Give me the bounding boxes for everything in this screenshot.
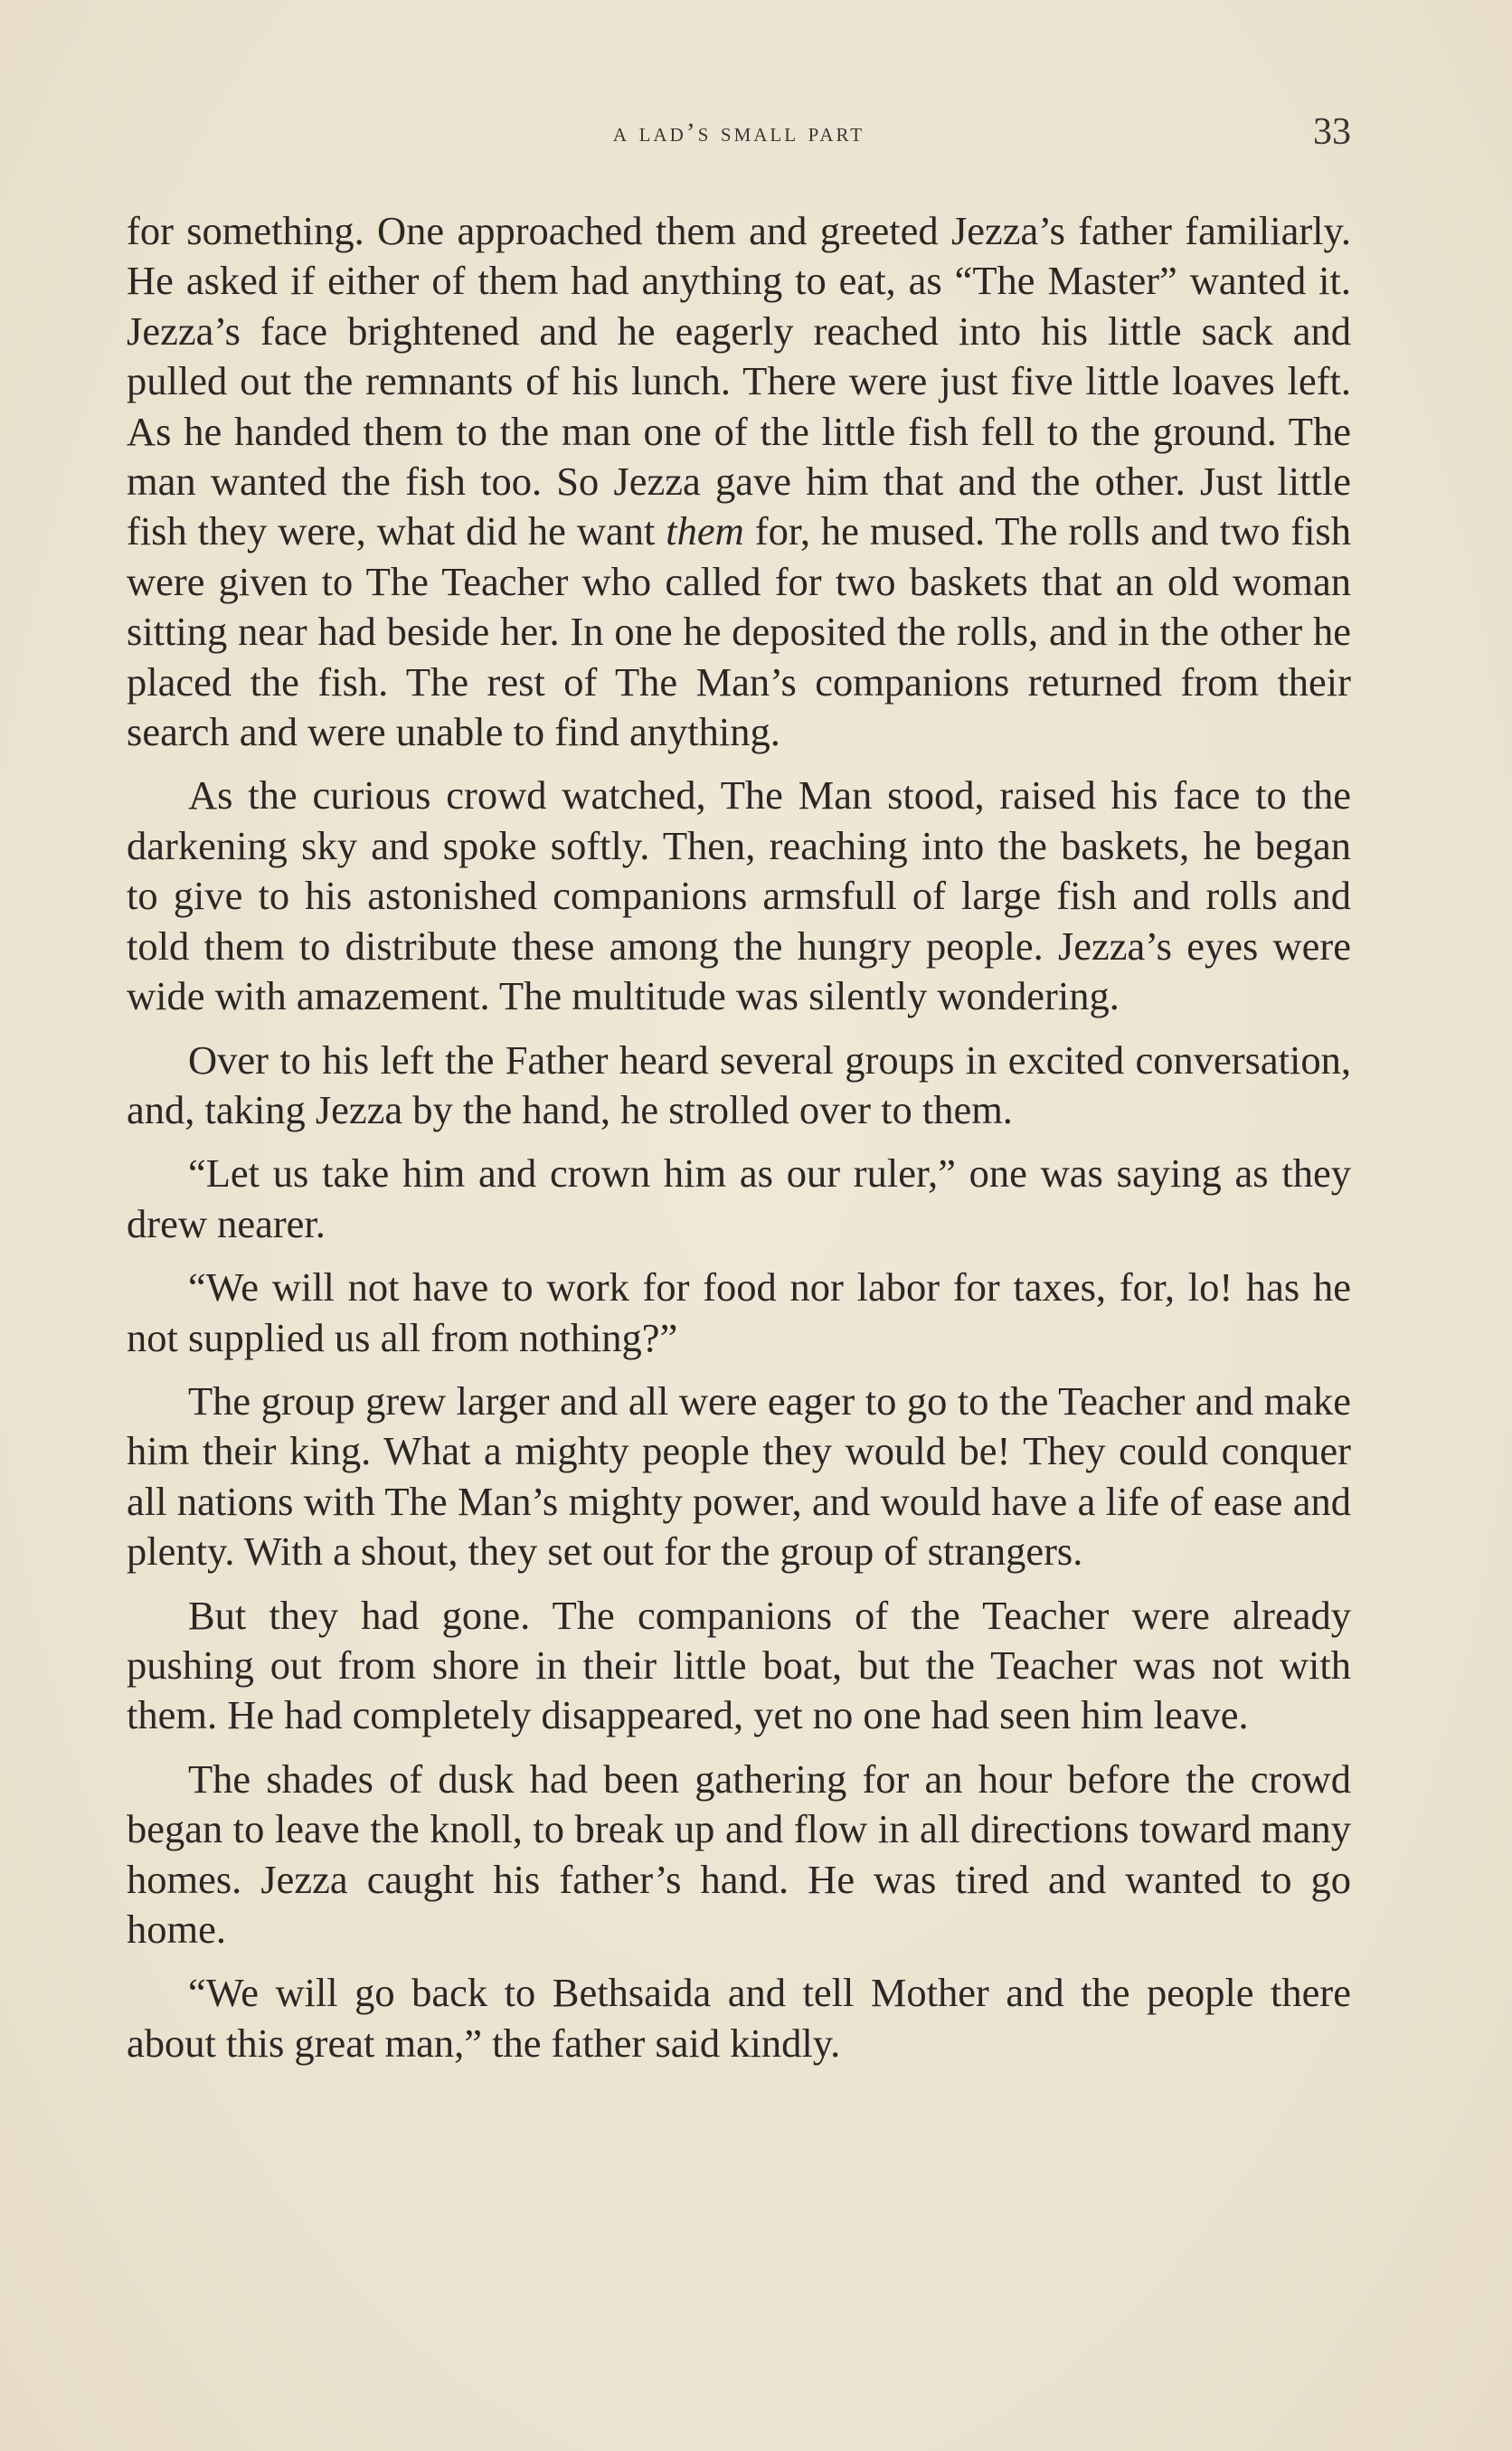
- body-text: [127, 206, 1351, 2082]
- paragraph: “We will not have to work for food nor labor for taxes, for, lo! has he not supplied us all from nothing?”: [127, 1264, 1351, 1360]
- paragraph-text: for something. One approached them and greeted Jezza’s father familiarly. He asked if either of them had anything to eat, as “The Master” wanted it. Jezza’s face brightened and he eagerly reached into his little sack and pulled out the remnants of his lunch. There were just five little loaves left. As he handed them to the man one of the little fish fell to the ground. The man wanted the fish too. So Jezza gave him that and the other. Just little fish they were, what did he want: [127, 208, 1351, 554]
- paragraph: Over to his left the Father heard several groups in excited conversation, and, taking Jezza by the hand, he strolled over to them.: [127, 1036, 1351, 1132]
- paragraph-continuation: [127, 206, 1351, 757]
- paragraph: “Let us take him and crown him as our ruler,” one was saying as they drew nearer.: [127, 1150, 1351, 1246]
- paragraph: The group grew larger and all were eager to go to the Teacher and make him their king. What a mighty people they would be! They could conquer all nations with The Man’s mighty power, and would have a life of ease and plenty. With a shout, they set out for the group of strangers.: [127, 1377, 1351, 1575]
- page-number: 33: [1313, 111, 1351, 153]
- emphasized-word: them: [666, 508, 744, 554]
- running-title: a lad’s small part: [612, 118, 865, 147]
- paragraph: “We will go back to Bethsaida and tell Mother and the people there about this great man,” the father said kindly.: [127, 1970, 1351, 2066]
- running-head: [127, 110, 1351, 165]
- paragraph: As the curious crowd watched, The Man stood, raised his face to the darkening sky and spoke softly. Then, reaching into the baskets, he began to give to his astonished companions armsfull of large fish and rolls and told them to distribute these among the hungry people. Jezza’s eyes were wide with amazement. The multitude was silently wondering.: [127, 772, 1351, 1019]
- paragraph-text: for, he mused. The rolls and two fish were given to The Teacher who called for two baskets that an old woman sitting near had beside her. In one he deposited the rolls, and in the other he placed the fish. The rest of The Man’s companions returned from their search and were unable to find anything.: [127, 508, 1352, 755]
- paragraph: The shades of dusk had been gathering for an hour before the crowd began to leave the knoll, to break up and flow in all directions toward many homes. Jezza caught his father’s hand. He was tired and wanted to go home.: [127, 1755, 1351, 1952]
- paragraph: But they had gone. The companions of the Teacher were already pushing out from shore in their little boat, but the Teacher was not with them. He had completely disappeared, yet no one had seen him leave.: [127, 1592, 1351, 1738]
